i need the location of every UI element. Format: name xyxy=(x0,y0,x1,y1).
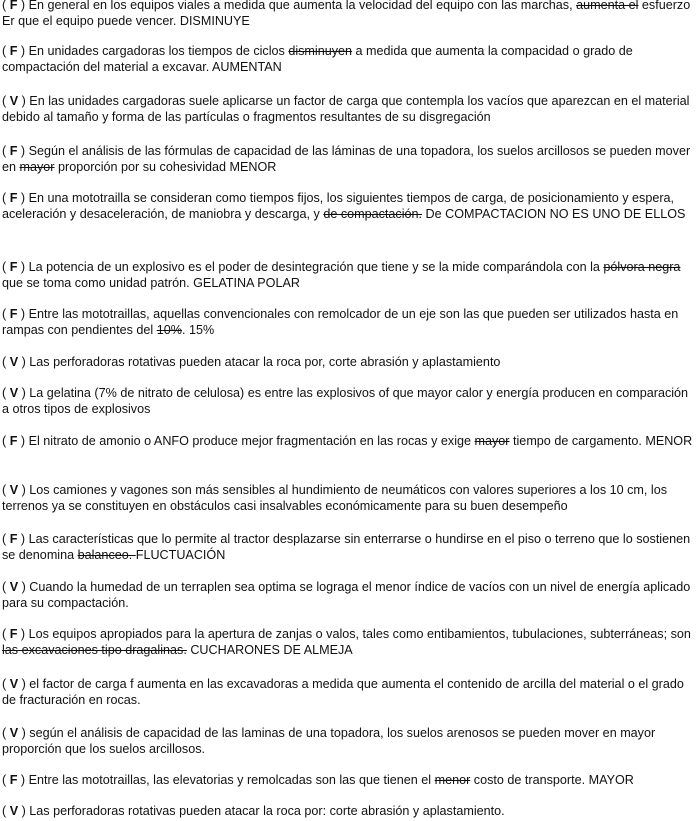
statement-text: ) Entre las mototraillas, aquellas convencionales con remolcador de un eje son las que pueden ser utilizados hasta en rampas con pendientes del xyxy=(2,307,679,337)
answer-mark: V xyxy=(9,483,19,497)
statement-item xyxy=(2,725,695,757)
answer-mark: F xyxy=(9,434,18,448)
struck-text: balanceo. xyxy=(77,548,136,562)
statement-text: tiempo de cargamento. MENOR xyxy=(509,434,693,448)
answer-mark: F xyxy=(9,260,18,274)
struck-text: de compactación. xyxy=(323,207,423,221)
statement-item xyxy=(2,531,695,563)
statement-item xyxy=(2,803,695,819)
struck-text: disminuyen xyxy=(288,44,353,58)
answer-mark: F xyxy=(9,627,18,641)
statement-text: que se toma como unidad patrón. GELATINA POLAR xyxy=(2,276,300,290)
statement-text: ) según el análisis de capacidad de las laminas de una topadora, los suelos arenosos se pueden mover en mayor proporción que los suelos arcillosos. xyxy=(2,726,656,756)
statement-text: ) La gelatina (7% de nitrato de celulosa) es entre las explosivos of que mayor calor y energía producen en comparación a otros tipos de explosivos xyxy=(2,386,689,416)
statement-text: FLUCTUACIÓN xyxy=(135,548,226,562)
statement-text: ) Entre las mototraillas, las elevatorias y remolcadas son las que tienen el xyxy=(17,773,435,787)
statement-text: ) En general en los equipos viales a medida que aumenta la velocidad del equipo con las marchas, xyxy=(17,0,577,12)
statement-item xyxy=(2,626,695,658)
statement-text: ) Las perforadoras rotativas pueden atacar la roca por: corte abrasión y aplastamiento. xyxy=(18,804,505,818)
statement-text: ( xyxy=(2,627,10,641)
statement-text: ) Las características que lo permite al tractor desplazarse sin enterrarse o hundirse en el piso o terreno que lo sostienen se denomina xyxy=(2,532,691,562)
statement-text: De COMPACTACION NO ES UNO DE ELLOS xyxy=(422,207,686,221)
struck-text: 10% xyxy=(156,323,182,337)
statement-item xyxy=(2,433,695,449)
statement-text: ( xyxy=(2,191,10,205)
statement-text: . 15% xyxy=(181,323,215,337)
statement-item xyxy=(2,354,695,370)
statement-item xyxy=(2,482,695,514)
struck-text: las excavaciones tipo dragalinas. xyxy=(2,643,187,657)
answer-mark: F xyxy=(9,773,18,787)
answer-mark: V xyxy=(9,94,19,108)
statement-item xyxy=(2,93,695,125)
answer-mark: F xyxy=(9,44,18,58)
statement-text: ( xyxy=(2,44,10,58)
statement-text: ( xyxy=(2,726,10,740)
statement-item xyxy=(2,0,695,29)
statement-text: CUCHARONES DE ALMEJA xyxy=(186,643,353,657)
struck-text: mayor xyxy=(19,160,55,174)
answer-mark: F xyxy=(9,144,18,158)
statement-text: ( xyxy=(2,144,10,158)
answer-mark: V xyxy=(9,386,19,400)
statement-text: ) En unidades cargadoras los tiempos de ciclos xyxy=(17,44,289,58)
struck-text: pólvora negra xyxy=(603,260,681,274)
statement-text: ( xyxy=(2,434,10,448)
statement-text: esfuerzo Er que el equipo puede vencer. DISMINUYE xyxy=(2,0,691,28)
answer-mark: V xyxy=(9,580,19,594)
answer-mark: V xyxy=(9,677,19,691)
statement-text: ) Cuando la humedad de un terraplen sea optima se lograga el menor índice de vacíos con un nivel de energía aplicado para su compactación. xyxy=(2,580,691,610)
statement-text: ) Los camiones y vagones son más sensibles al hundimiento de neumáticos con valores superiores a los 10 cm, los terrenos ya se constituyen en obstáculos casi insalvables económicamente para su buen desempeño xyxy=(2,483,668,513)
statement-text: ) el factor de carga f aumenta en las excavadoras a medida que aumenta el contenido de arcilla del material o el grado de fracturación en rocas. xyxy=(2,677,684,707)
statement-item xyxy=(2,259,695,291)
statement-item xyxy=(2,143,695,175)
answer-mark: F xyxy=(9,191,18,205)
statement-text: proporción por su cohesividad MENOR xyxy=(54,160,277,174)
statement-text: ) La potencia de un explosivo es el poder de desintegración que tiene y se la mide comparándola con la xyxy=(17,260,604,274)
statement-text: ) Las perforadoras rotativas pueden atacar la roca por, corte abrasión y aplastamiento xyxy=(18,355,501,369)
statement-text: ( xyxy=(2,307,10,321)
struck-text: menor xyxy=(434,773,471,787)
statement-item xyxy=(2,772,695,788)
statement-text: ( xyxy=(2,355,10,369)
answer-mark: V xyxy=(9,355,19,369)
statement-text: ( xyxy=(2,0,10,12)
statement-text: ) En una mototrailla se consideran como tiempos fijos, los siguientes tiempos de carga, de posicionamiento y espera, aceleración y desaceleración, de maniobra y descarga, y xyxy=(2,191,675,221)
statement-text: ( xyxy=(2,804,10,818)
statement-text: ( xyxy=(2,580,10,594)
struck-text: aumenta el xyxy=(576,0,639,12)
statement-text: a medida que aumenta la compacidad o grado de compactación del material a excavar. AUMENTAN xyxy=(2,44,633,74)
answer-mark: F xyxy=(9,307,18,321)
statement-text: ( xyxy=(2,773,10,787)
statement-text: ( xyxy=(2,94,10,108)
answer-mark: F xyxy=(9,532,18,546)
statement-item xyxy=(2,385,695,417)
statement-text: ( xyxy=(2,260,10,274)
statement-text: ) Según el análisis de las fórmulas de capacidad de las láminas de una topadora, los suelos arcillosos se pueden mover en xyxy=(2,144,691,174)
statement-text: costo de transporte. MAYOR xyxy=(470,773,634,787)
answer-mark: V xyxy=(9,726,19,740)
statement-item xyxy=(2,676,695,708)
statement-text: ) Los equipos apropiados para la apertura de zanjas o valos, tales como entibamientos, tubulaciones, subterráneas; son xyxy=(17,627,691,641)
statement-text: ) El nitrato de amonio o ANFO produce mejor fragmentación en las rocas y exige xyxy=(17,434,475,448)
struck-text: mayor xyxy=(474,434,510,448)
statement-item xyxy=(2,43,695,75)
statement-text: ( xyxy=(2,483,10,497)
statement-text: ( xyxy=(2,677,10,691)
statement-text: ( xyxy=(2,386,10,400)
statement-item xyxy=(2,306,695,338)
statement-item xyxy=(2,190,695,222)
answer-mark: F xyxy=(9,0,18,12)
statement-text: ) En las unidades cargadoras suele aplicarse un factor de carga que contempla los vacíos que aparezcan en el material debido al tamaño y forma de las partículas o fragmentos resultantes de su disgregación xyxy=(2,94,690,124)
statement-item xyxy=(2,579,695,611)
answer-mark: V xyxy=(9,804,19,818)
statement-text: ( xyxy=(2,532,10,546)
